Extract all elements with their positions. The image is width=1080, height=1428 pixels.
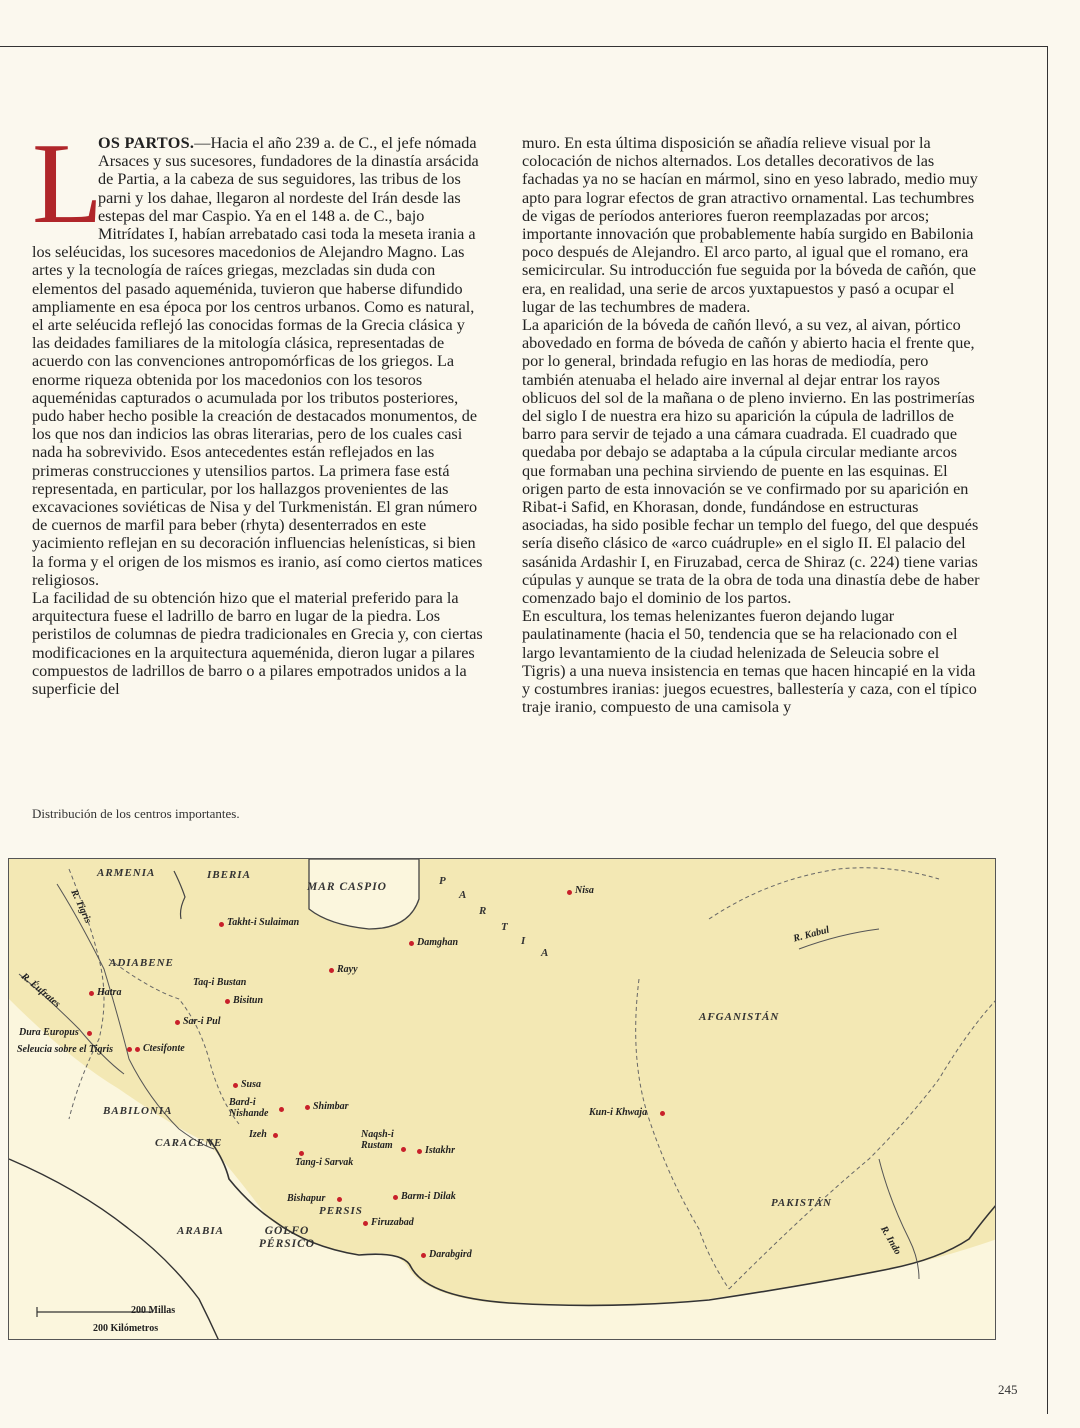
site-marker	[393, 1195, 398, 1200]
scale-miles: 200 Millas	[131, 1305, 176, 1316]
map	[8, 858, 996, 1340]
region-label: ARMENIA	[97, 867, 156, 879]
site-marker	[135, 1047, 140, 1052]
site-marker	[273, 1133, 278, 1138]
paragraph: La facilidad de su obtención hizo que el material preferido para la arquitectura fuese el ladrillo de barro en lugar de la piedra. Los peristilos de columnas de piedra tradicionales en Grecia y, con ciertas modificaciones en la arquitectura aqueménida, dieron lugar a pilares compuestos de ladrillos de barro o a pilares empotrados unidos a la superficie del	[32, 589, 483, 699]
region-label: R	[479, 905, 488, 917]
region-label: PAKISTÁN	[771, 1197, 832, 1209]
site-label: Izeh	[249, 1129, 267, 1140]
site-label: Naqsh-i Rustam	[361, 1129, 394, 1151]
region-label: AFGANISTÁN	[699, 1011, 780, 1023]
site-label: Damghan	[417, 937, 459, 948]
site-marker	[233, 1083, 238, 1088]
sea-label: MAR CASPIO	[307, 881, 387, 893]
site-marker	[417, 1149, 422, 1154]
page-frame-top	[0, 46, 1048, 47]
site-marker	[299, 1151, 304, 1156]
site-marker	[660, 1111, 665, 1116]
paragraph: En escultura, los temas helenizantes fueron dejando lugar paulatinamente (hacia el 50, tendencia que se ha relacionado con el largo levantamiento de la ciudad helenizada de Seleucia sobre el Tigris) a una nueva insistencia en temas que hacen hincapié en la vida y costumbres iranias: juegos ecuestres, ballestería y caza, con el típico traje iranio, compuesto de una camisola y	[522, 607, 977, 717]
paragraph: La aparición de la bóveda de cañón llevó, a su vez, al aivan, pórtico abovedado en forma de bóveda de cañón y abierto hacia el frente que, por lo general, brindada refugio en las horas de mediodía, pero también atenuaba el helado aire invernal al dejar entrar los rayos oblicuos del sol de la mañana o de pleno invierno. En las postrimerías del siglo I de nuestra era hizo su aparición la cúpula de ladrillos de barro para servir de tejado a una cámara cuadrada. El cuadrado que quedaba por debajo se adaptaba a la cúpula circular mediante arcos que formaban una pechina sirviendo de puente en las esquinas. El origen parto de esta innovación se ve confirmado por su aparición en Ribat-i Safid, en Khorasan, donde, fundándose en estructuras asociadas, ha sido posible fechar un templo del fuego, del que después sería diseño clásico de «arco cuádruple» en el siglo II. El palacio del sasánida Ardashir I, en Firuzabad, cerca de Shiraz (c. 224) tiene varias cúpulas y aunque se trata de la obra de toda una dinastía debe de haber comenzado bajo el dominio de los partos.	[522, 316, 980, 608]
text-column-right	[522, 134, 984, 717]
dropcap: L	[32, 120, 103, 248]
region-label: P	[439, 875, 447, 887]
site-label: Dura Europus	[19, 1027, 79, 1038]
site-marker	[329, 968, 334, 973]
site-label: Barm-i Dilak	[401, 1191, 456, 1202]
site-label: Rayy	[337, 964, 358, 975]
region-label: ARABIA	[177, 1225, 224, 1237]
site-marker	[279, 1107, 284, 1112]
site-label: Taq-i Bustan	[193, 977, 247, 988]
region-label: I	[521, 935, 527, 947]
map-caption: Distribución de los centros importantes.	[32, 806, 240, 821]
scale-km: 200 Kilómetros	[93, 1323, 159, 1334]
site-label: Istakhr	[425, 1145, 456, 1156]
site-label: Kun-i Khwaja	[589, 1107, 648, 1118]
page-number: 245	[998, 1382, 1018, 1397]
site-label: Seleucia sobre el Tigris	[17, 1044, 114, 1055]
page-frame-right	[1047, 46, 1048, 1414]
site-marker	[567, 890, 572, 895]
river-label: R. Éufrates	[18, 971, 63, 1010]
site-label: Sar-i Pul	[183, 1016, 221, 1027]
site-marker	[175, 1020, 180, 1025]
site-label: Firuzabad	[371, 1217, 414, 1228]
river-label: R. Kabul	[792, 924, 831, 945]
site-label: Bisitun	[233, 995, 264, 1006]
region-label: IBERIA	[207, 869, 251, 881]
site-label: Darabgird	[429, 1249, 472, 1260]
site-label: Nisa	[575, 885, 594, 896]
site-marker	[401, 1147, 406, 1152]
paragraph-text: —Hacia el año 239 a. de C., el jefe nómada Arsaces y sus sucesores, fundadores de la dinastía arsácida de Partia, a la cabeza de sus seguidores, las tribus de los parni y los dahae, llegaron al nordeste del Irán desde las estepas del mar Caspio. Ya en el 148 a. de C., bajo Mitrídates I, habían arrebatado casi toda la meseta irania a los seléucidas, los sucesores macedonios de Alejandro Magno. Las artes y la tecnología de raíces griegas, mezcladas sin duda con elementos del pasado aqueménida, tuvieron que haberse difundido ampliamente en esa época por los centros urbanos. Como es natural, el arte seléucida reflejó las conocidas formas de la Grecia clásica y las deidades familiares de la mitología clásica, representadas de acuerdo con las convenciones antropomórficas de los griegos. La enorme riqueza obtenida por los macedonios con los tesoros aqueménidas capturados o acumulada por los tributos posteriores, pudo haber hecho posible la creación de destacados monumentos, de los que nos dan indicios las obras literarias, pero de los cuales casi nada ha sobrevivido. Esos antecedentes están reflejados en las primeras construcciones y utensilios partos. La primera fase está representada, en particular, por los hallazgos provenientes de las excavaciones soviéticas de Nisa y del Turkmenistán. El gran número de cuernos de marfil para beber (rhyta) desenterrados en este yacimiento reflejan en su decoración influencias helenísticas, si bien la forma y el origen de los mismos es iranio, así como ciertos matices religiosos.	[32, 134, 483, 589]
region-label: A	[459, 889, 468, 901]
region-label: PERSIS	[319, 1205, 363, 1217]
paragraph: muro. En esta última disposición se añadía relieve visual por la colocación de nichos alternados. Los detalles decorativos de las fachadas ya no se hacían en mármol, sino en yeso labrado, medio muy apto para lograr efectos de gran atractivo ornamental. Las techumbres de vigas de períodos anteriores fueron reemplazadas por arcos; importante innovación que probablemente había surgido en Babilonia poco después de Alejandro. El arco parto, al igual que el romano, era semicircular. Su introducción fue seguida por la bóveda de cañón, que era, en realidad, una serie de arcos yuxtapuestos y pasó a ocupar el lugar de las techumbres de madera.	[522, 134, 978, 316]
paragraph	[32, 120, 484, 589]
region-label: CARACENE	[155, 1137, 223, 1149]
dropcap-box	[32, 120, 103, 248]
text-column-left	[32, 120, 484, 699]
region-label: A	[541, 947, 550, 959]
site-label: Shimbar	[313, 1101, 349, 1112]
section-lead: OS PARTOS.	[98, 134, 195, 152]
region-label: ADIABENE	[109, 957, 174, 969]
site-label: Bishapur	[287, 1193, 326, 1204]
site-marker	[337, 1197, 342, 1202]
site-label: Ctesifonte	[143, 1043, 185, 1054]
site-marker	[89, 991, 94, 996]
site-marker	[225, 999, 230, 1004]
site-marker	[127, 1047, 132, 1052]
region-label: T	[501, 921, 509, 933]
river-label: R. Tigris	[68, 887, 94, 926]
region-label: BABILONIA	[103, 1105, 173, 1117]
site-label: Bard-i Nishande	[229, 1097, 269, 1119]
sea-label: GOLFO PÉRSICO	[258, 1225, 316, 1250]
site-marker	[305, 1105, 310, 1110]
site-marker	[421, 1253, 426, 1258]
site-label: Susa	[241, 1079, 262, 1090]
site-label: Takht-i Sulaiman	[227, 917, 300, 928]
site-label: Tang-i Sarvak	[295, 1157, 354, 1168]
river-label: R. Indo	[878, 1224, 904, 1257]
site-marker	[87, 1031, 92, 1036]
site-marker	[409, 941, 414, 946]
site-marker	[219, 922, 224, 927]
site-marker	[363, 1221, 368, 1226]
site-label: Hatra	[97, 987, 122, 998]
